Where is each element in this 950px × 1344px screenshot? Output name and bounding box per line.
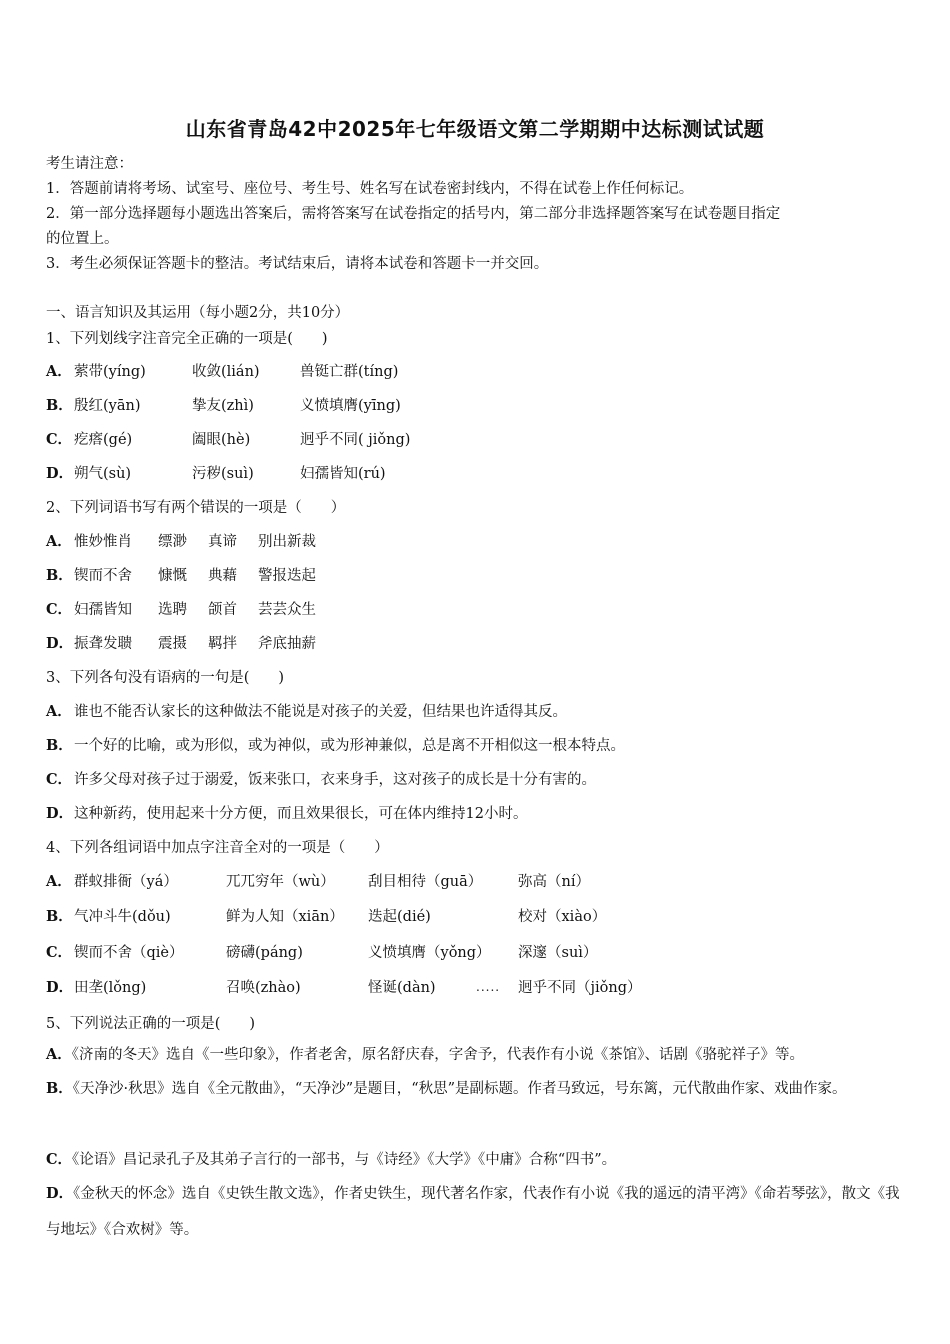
option-item: 别出新裁 [258,534,316,550]
q5-option-d [46,1176,906,1248]
q4-option-c [46,941,598,962]
option-item: 颌首 [208,602,237,618]
notice-item-2: 2．第一部分选择题每小题选出答案后，需将答案写在试卷指定的括号内，第二部分非选择题答案写在试卷题目指定 [46,206,781,222]
emphasis-dots: ..... [476,980,501,994]
option-item: 警报迭起 [258,568,316,584]
question-4-stem: 4、下列各组词语中加点字注音全对的一项是（ ） [46,840,389,856]
question-2-stem: 2、下列词语书写有两个错误的一项是（ ） [46,500,346,516]
option-text: 这种新药，使用起来十分方便，而且效果很长，可在体内维持12小时。 [74,806,528,822]
option-item: 典藉 [208,568,237,584]
option-item: 兽铤亡群(tíng) [300,364,399,380]
option-item: 鲜为人知（xiān） [226,909,344,925]
q3-option-a [46,700,567,721]
option-item: 振聋发聩 [74,636,132,652]
option-item: 斧底抽薪 [258,636,316,652]
q2-option-c [46,598,316,619]
q1-option-b [46,394,401,415]
option-label: C． [46,771,73,788]
option-item: 群蚁排衙（yá） [74,874,178,890]
option-label: B． [46,908,73,925]
option-item: 召唤(zhào) [226,980,301,996]
q5-option-a [46,1037,906,1073]
option-label: D． [46,979,74,996]
option-item: 锲而不舍 [74,568,132,584]
option-label: B． [46,1080,73,1097]
option-item: 田垄(lǒng) [74,980,147,996]
option-text: 《论语》昌记录孔子及其弟子言行的一部书，与《诗经》《大学》《中庸》合称“四书”。 [72,1152,617,1168]
option-item: 疙瘩(gé) [74,432,133,448]
option-item: 气冲斗牛(dǒu) [74,909,171,925]
option-text: 《金秋天的怀念》选自《史铁生散文选》，作者史铁生，现代著名作家，代表作有小说《我的遥远的清平湾》《命若琴弦》，散文《我与地坛》《合欢树》等。 [46,1186,900,1238]
q4-option-b [46,905,607,926]
option-label: A． [46,873,72,890]
option-label: B． [46,567,73,584]
q3-option-c [46,768,596,789]
option-label: D． [46,465,74,482]
q4-option-a [46,870,590,891]
option-label: D． [46,635,74,652]
option-item: 萦带(yíng) [74,364,146,380]
option-item: 震摄 [158,636,187,652]
q1-option-d [46,462,386,483]
page-title: 山东省青岛42中2025年七年级语文第二学期期中达标测试试题 [185,117,765,141]
option-label: A． [46,363,72,380]
option-item: 收敛(lián) [192,364,260,380]
option-item: 真谛 [208,534,237,550]
option-item: 义愤填膺（yǒng） [368,945,491,961]
option-item: 污秽(suì) [192,466,254,482]
option-item: 妇孺皆知 [74,602,132,618]
option-item: 深邃（suì） [518,945,598,961]
notice-heading: 考生请注意： [46,156,133,172]
option-text: 《济南的冬天》选自《一些印象》，作者老舍，原名舒庆春，字舍予，代表作有小说《茶馆》、话剧《骆驼祥子》等。 [71,1047,805,1063]
q3-option-d [46,802,527,823]
option-text: 谁也不能否认家长的这种做法不能说是对孩子的关爱，但结果也许适得其反。 [74,704,567,720]
option-item: 羁拌 [208,636,237,652]
option-label: C． [46,431,73,448]
option-label: D． [46,805,74,822]
option-label: A． [46,533,72,550]
option-item: 迭起(dié) [368,909,431,925]
question-5-stem: 5、下列说法正确的一项是( ) [46,1016,256,1032]
option-item: 缥渺 [158,534,187,550]
option-item: 怪诞(dàn) [368,980,436,996]
option-item: 迥乎不同( jiǒng) [300,432,411,448]
option-label: B． [46,737,73,754]
q2-option-a [46,530,316,551]
option-label: D． [46,1185,74,1202]
option-label: C． [46,601,73,618]
notice-item-3: 3．考生必须保证答题卡的整洁。考试结束后，请将本试卷和答题卡一并交回。 [46,256,549,272]
option-item: 妇孺皆知(rú) [300,466,386,482]
q2-option-b [46,564,316,585]
option-text: 一个好的比喻，或为形似，或为神似，或为形神兼似，总是离不开相似这一根本特点。 [74,738,625,754]
option-item: 刮目相待（guā） [368,874,483,890]
option-item: 兀兀穷年（wù） [226,874,335,890]
option-text: 《天净沙·秋思》选自《全元散曲》，“天净沙”是题目，“秋思”是副标题。作者马致远，号东篱，元代散曲作家、戏曲作家。 [72,1081,847,1097]
option-item: 校对（xiào） [518,909,607,925]
option-label: A． [46,703,72,720]
option-item: 迥乎不同（jiǒng） [518,980,642,996]
option-label: C． [46,1151,73,1168]
option-item: 慷慨 [158,568,187,584]
option-item: 朔气(sù) [74,466,132,482]
option-item: 磅礴(páng) [226,945,303,961]
option-label: A． [46,1046,72,1063]
option-label: C． [46,944,73,961]
q1-option-c [46,428,411,449]
question-3-stem: 3、下列各句没有语病的一句是( ) [46,670,285,686]
option-item: 惟妙惟肖 [74,534,132,550]
q4-option-d [46,976,642,997]
option-item: 选聘 [158,602,187,618]
option-item: 殷红(yān) [74,398,141,414]
option-item: 挚友(zhì) [192,398,254,414]
option-text: 许多父母对孩子过于溺爱，饭来张口，衣来身手，这对孩子的成长是十分有害的。 [74,772,596,788]
q5-option-b [46,1071,906,1107]
section-heading: 一、语言知识及其运用（每小题2分，共10分） [46,305,350,321]
q1-option-a [46,360,399,381]
option-item: 芸芸众生 [258,602,316,618]
option-item: 阖眼(hè) [192,432,251,448]
q5-option-c [46,1142,906,1178]
question-1-stem: 1、下列划线字注音完全正确的一项是( ) [46,331,328,347]
option-item: 弥高（ní） [518,874,590,890]
q2-option-d [46,632,316,653]
option-label: B． [46,397,73,414]
option-item: 锲而不舍（qiè） [74,945,184,961]
option-item: 义愤填膺(yīng) [300,398,401,414]
notice-item-2-cont: 的位置上。 [46,231,119,247]
notice-item-1: 1．答题前请将考场、试室号、座位号、考生号、姓名写在试卷密封线内，不得在试卷上作任何标记。 [46,181,694,197]
q3-option-b [46,734,625,755]
